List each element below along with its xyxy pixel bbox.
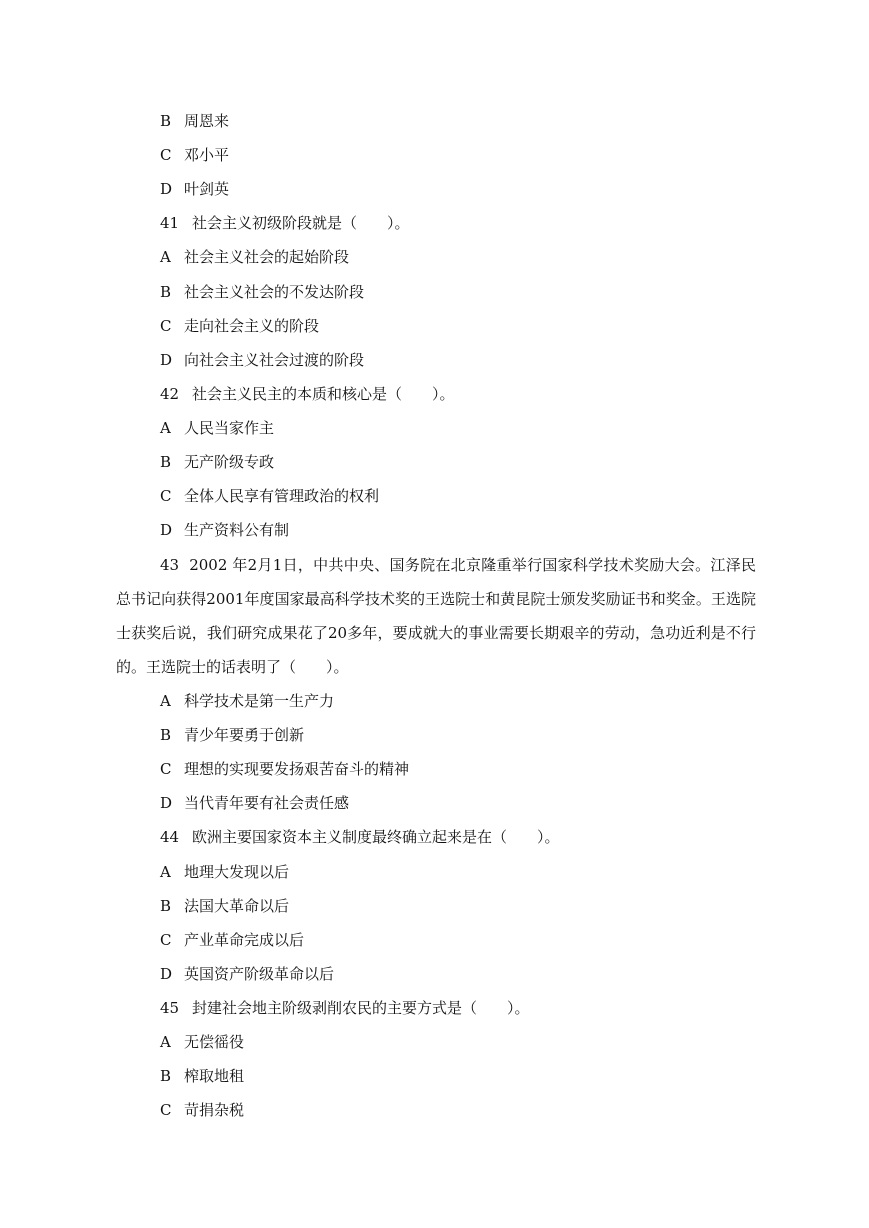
- option-text: 生产资料公有制: [184, 521, 290, 539]
- q41-option-a: [160, 247, 349, 267]
- q42-option-a: [160, 418, 274, 438]
- option-letter: C: [160, 1101, 172, 1119]
- option-letter: C: [160, 931, 172, 949]
- q44-option-d: [160, 964, 334, 984]
- question-text: 2002 年2月1日，中共中央、国务院在北京隆重举行国家科学技术奖励大会。江泽民总书记向获得2001年度国家最高科学技术奖的王选院士和黄昆院士颁发奖励证书和奖金。王选院士获奖后说，我们研究成果花了20多年，要成就大的事业需要长期艰辛的劳动，急功近利是不行的。王选院士的话表明了（ ）。: [116, 556, 756, 676]
- option-letter: D: [160, 180, 173, 198]
- q40-option-d: [160, 179, 229, 199]
- option-text: 法国大革命以后: [184, 897, 290, 915]
- q40-option-c: [160, 145, 229, 165]
- q44-option-b: [160, 896, 289, 916]
- q43-option-c: [160, 759, 409, 779]
- q43-option-b: [160, 725, 304, 745]
- option-letter: B: [160, 453, 172, 471]
- option-text: 邓小平: [184, 146, 230, 164]
- q45-option-b: [160, 1066, 244, 1086]
- question-number: 41: [160, 214, 180, 232]
- q43-option-a: [160, 691, 334, 711]
- option-text: 走向社会主义的阶段: [184, 317, 320, 335]
- option-letter: D: [160, 794, 173, 812]
- option-letter: B: [160, 283, 172, 301]
- option-text: 向社会主义社会过渡的阶段: [184, 351, 365, 369]
- q45-option-c: [160, 1100, 244, 1120]
- option-letter: A: [160, 248, 171, 266]
- option-text: 产业革命完成以后: [184, 931, 305, 949]
- option-letter: C: [160, 760, 172, 778]
- option-letter: D: [160, 965, 173, 983]
- q44-stem: [160, 827, 560, 847]
- option-text: 无偿徭役: [184, 1033, 245, 1051]
- option-text: 周恩来: [184, 112, 230, 130]
- q41-option-b: [160, 282, 364, 302]
- q41-option-d: [160, 350, 364, 370]
- question-number: 44: [160, 828, 180, 846]
- option-text: 科学技术是第一生产力: [184, 692, 335, 710]
- option-letter: B: [160, 1067, 172, 1085]
- option-text: 当代青年要有社会责任感: [184, 794, 350, 812]
- option-text: 人民当家作主: [184, 419, 275, 437]
- option-text: 英国资产阶级革命以后: [184, 965, 335, 983]
- question-number: 43: [160, 556, 180, 574]
- question-text: 封建社会地主阶级剥削农民的主要方式是（ ）。: [192, 999, 530, 1017]
- option-letter: A: [160, 419, 171, 437]
- option-letter: D: [160, 521, 173, 539]
- option-letter: B: [160, 112, 172, 130]
- option-letter: C: [160, 146, 172, 164]
- option-letter: A: [160, 1033, 171, 1051]
- q44-option-c: [160, 930, 304, 950]
- q42-option-b: [160, 452, 274, 472]
- q41-option-c: [160, 316, 319, 336]
- option-letter: D: [160, 351, 173, 369]
- q42-stem: [160, 384, 455, 404]
- q43-option-d: [160, 793, 349, 813]
- option-letter: B: [160, 897, 172, 915]
- option-text: 青少年要勇于创新: [184, 726, 305, 744]
- q45-stem: [160, 998, 530, 1018]
- option-text: 社会主义社会的不发达阶段: [184, 283, 365, 301]
- option-text: 苛捐杂税: [184, 1101, 245, 1119]
- q42-option-d: [160, 520, 289, 540]
- question-number: 45: [160, 999, 180, 1017]
- option-text: 无产阶级专政: [184, 453, 275, 471]
- q44-option-a: [160, 862, 289, 882]
- option-letter: C: [160, 487, 172, 505]
- question-number: 42: [160, 385, 180, 403]
- question-text: 社会主义民主的本质和核心是（ ）。: [192, 385, 455, 403]
- option-letter: C: [160, 317, 172, 335]
- q40-option-b: [160, 111, 229, 131]
- option-letter: B: [160, 726, 172, 744]
- option-text: 榨取地租: [184, 1067, 245, 1085]
- q42-option-c: [160, 486, 379, 506]
- q43-stem: [116, 548, 756, 684]
- option-text: 社会主义社会的起始阶段: [184, 248, 350, 266]
- option-letter: A: [160, 692, 171, 710]
- option-text: 地理大发现以后: [184, 863, 290, 881]
- option-text: 理想的实现要发扬艰苦奋斗的精神: [184, 760, 410, 778]
- option-letter: A: [160, 863, 171, 881]
- q41-stem: [160, 213, 410, 233]
- option-text: 叶剑英: [184, 180, 230, 198]
- question-text: 欧洲主要国家资本主义制度最终确立起来是在（ ）。: [192, 828, 560, 846]
- q45-option-a: [160, 1032, 244, 1052]
- option-text: 全体人民享有管理政治的权利: [184, 487, 380, 505]
- question-text: 社会主义初级阶段就是（ ）。: [192, 214, 410, 232]
